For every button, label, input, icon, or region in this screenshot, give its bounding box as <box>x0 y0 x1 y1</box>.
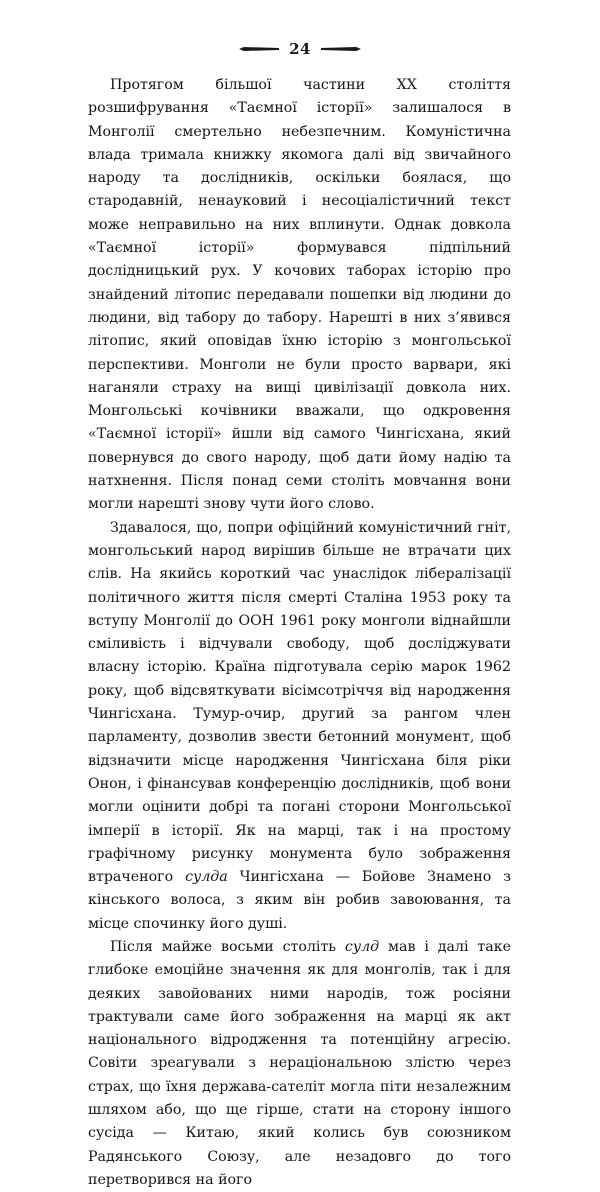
page-number: 24 <box>289 40 311 58</box>
paragraph-1 <box>88 74 511 517</box>
body-text <box>88 74 511 1192</box>
header-ornament-left <box>239 47 279 51</box>
italic-term-sulda: сулда <box>185 869 228 886</box>
page-header <box>0 38 600 60</box>
paragraph-3 <box>88 936 511 1192</box>
paragraph-text: мав і далі таке глибоке емоційне значення як для монголів, так і для деяких завойованих ними народів, тож росіяни трактували саме його зображення на марці як акт національного відродження та потенційну агресію. Совіти зреагували з нераціональною злістю через страх, що їхня держава-сателіт могла піти незалежним шляхом або, що ще гірше, стати на сторону іншого сусіда — Китаю, який колись був союзником Радянського Союзу, але незадовго до того перетворився на його <box>88 938 512 1188</box>
paragraph-text: Протягом більшої частини XX століття розшифрування «Таємної історії» залишалося в Монголії смертельно небезпечним. Комуністична влада тримала книжку якомога далі від звичайного народу та дослідників, оскільки боялася, що стародавній, ненауковий і несоціалістичний текст може неправильно на них вплинути. Однак довкола «Таємної історії» формувався підпільний дослідницький рух. У кочових таборах історію про знайдений літопис передавали пошепки від людини до людини, від табору до табору. Нарешті в них з’явився літопис, який оповідав їхню історію з монгольської перспективи. Монголи не були просто варвари, які наганяли страху на вищі цивілізації довкола них. Монгольські кочівники вважали, що одкровення «Таємної історії» йшли від самого Чингісхана, який повернувся до свого народу, щоб дати йому надію та натхнення. Після понад семи століть мовчання вони могли нарешті знову чути його слово. <box>88 77 511 513</box>
italic-term-suld: сулд <box>344 938 380 955</box>
paragraph-text: Після майже восьми століть <box>110 938 345 955</box>
paragraph-text: Здавалося, що, попри офіційний комуністичний гніт, монгольський народ вирішив більше не втрачати цих слів. На якийсь короткий час унаслідок лібералізації політичного життя після смерті Сталіна 1953 року та вступу Монголії до ООН 1961 року монголи віднайшли сміливість і відчували свободу, щоб досліджувати власну історію. Країна підготувала серію марок 1962 року, щоб відсвяткувати вісімсотріччя від народження Чингісхана. Тумур-очир, другий за рангом член парламенту, дозволив звести бетонний монумент, щоб відзначити місце народження Чингісхана біля ріки Онон, і фінансував конференцію дослідників, щоб вони могли оцінити добрі та погані сторони Монгольської імперії в історії. Як на марці, так і на простому графічному рисунку монумента було зображення втраченого <box>88 519 511 886</box>
paragraph-2 <box>88 517 511 936</box>
header-ornament-right <box>321 47 361 51</box>
paragraph-text: Чингісхана — Бойове Знамено з кінського волоса, з яким він робив завоювання, та місце спочинку його душі. <box>88 869 511 932</box>
